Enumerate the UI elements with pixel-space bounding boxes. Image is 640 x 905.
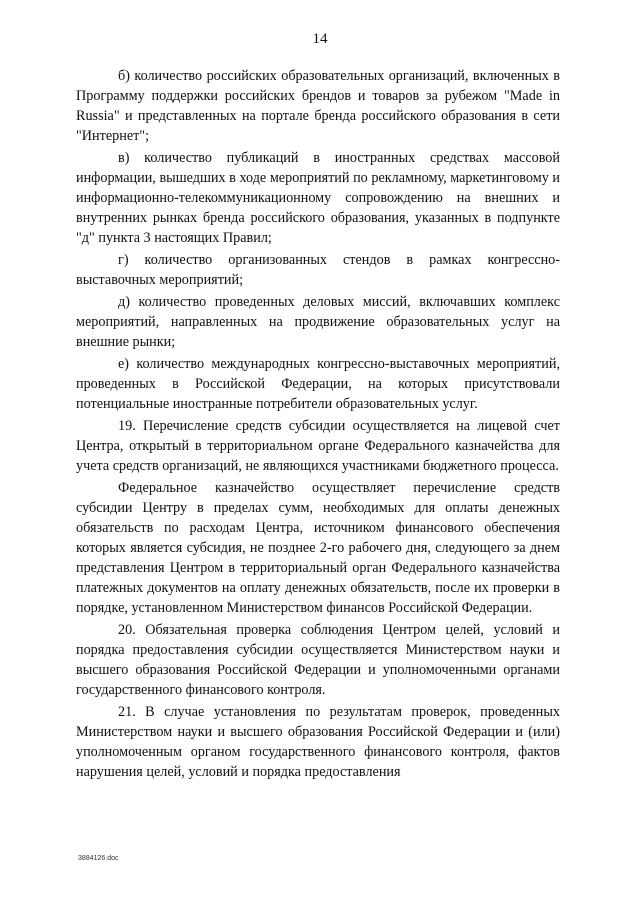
paragraph-item-g: г) количество организованных стендов в рамках конгрессно-выставочных мероприятий; xyxy=(76,252,560,288)
paragraph-item-b: б) количество российских образовательных организаций, включенных в Программу поддержки российских брендов и товаров за рубежом "Made in Russia" и представленных на портале бренда российского образования в сети "Интернет"; xyxy=(76,68,560,144)
paragraph-clause-20: 20. Обязательная проверка соблюдения Центром целей, условий и порядка предоставления субсидии осуществляется Министерством науки и высшего образования Российской Федерации и уполномоченными органами государственного финансового контроля. xyxy=(76,622,560,698)
paragraph-item-d: д) количество проведенных деловых миссий, включавших комплекс мероприятий, направленных на продвижение образовательных услуг на внешние рынки; xyxy=(76,294,560,350)
paragraph-item-e: е) количество международных конгрессно-выставочных мероприятий, проведенных в Российской Федерации, на которых присутствовали потенциальные иностранные потребители образовательных услуг. xyxy=(76,356,560,412)
paragraph-treasury-transfer: Федеральное казначейство осуществляет перечисление средств субсидии Центру в пределах сумм, необходимых для оплаты денежных обязательств по расходам Центра, источником финансового обеспечения которых является субсидия, не позднее 2-го рабочего дня, следующего за днем представления Центром в территориальный орган Федерального казначейства платежных документов на оплату денежных обязательств, после их проверки в порядке, установленном Министерством финансов Российской Федерации. xyxy=(76,480,560,616)
paragraph-item-v: в) количество публикаций в иностранных средствах массовой информации, вышедших в ходе мероприятий по рекламному, маркетинговому и информационно-телекоммуникационному сопровождению на внешних и внутренних рынках бренда российского образования, указанных в подпункте "д" пункта 3 настоящих Правил; xyxy=(76,150,560,246)
page-number: 14 xyxy=(312,31,328,47)
document-body xyxy=(76,66,560,784)
paragraph-clause-21: 21. В случае установления по результатам проверок, проведенных Министерством науки и высшего образования Российской Федерации и (или) уполномоченным органом государственного финансового контроля, фактов нарушения целей, условий и порядка предоставления xyxy=(76,704,560,780)
document-file-code: 3884126.doc xyxy=(78,855,119,862)
paragraph-clause-19: 19. Перечисление средств субсидии осуществляется на лицевой счет Центра, открытый в территориальном органе Федерального казначейства для учета средств организаций, не являющихся участниками бюджетного процесса. xyxy=(76,418,560,474)
